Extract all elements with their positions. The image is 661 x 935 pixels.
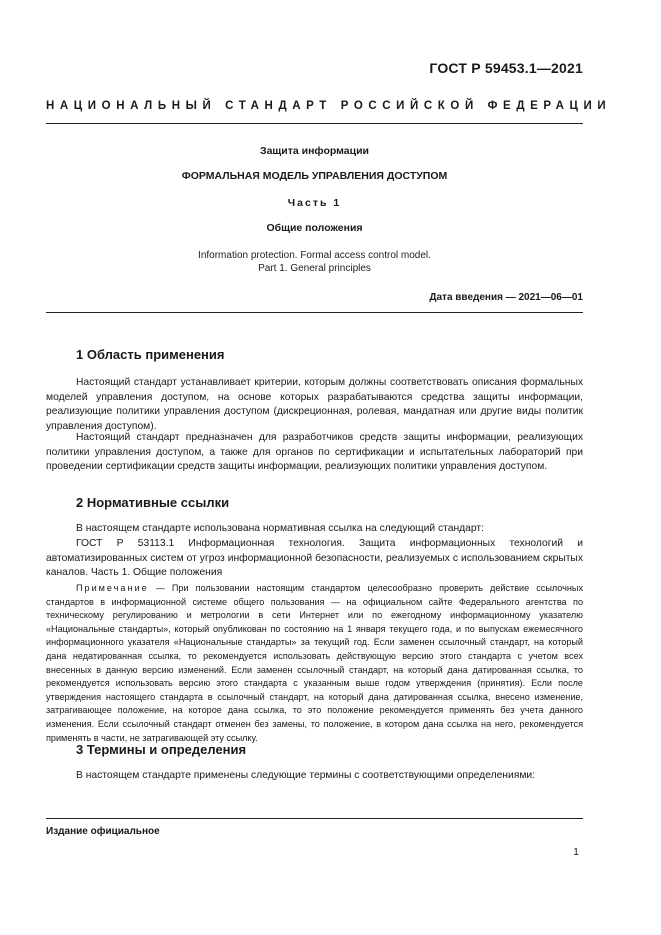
section-2-heading: 2 Нормативные ссылки bbox=[76, 495, 230, 510]
official-edition-label: Издание официальное bbox=[46, 826, 160, 837]
standard-number: ГОСТ Р 59453.1—2021 bbox=[429, 60, 583, 76]
section-2-note bbox=[46, 582, 583, 745]
section-2-paragraph-1: В настоящем стандарте использована нормативная ссылка на следующий стандарт: bbox=[76, 523, 484, 534]
section-1-paragraph-2: Настоящий стандарт предназначен для разработчиков средств защиты информации, реализующих политики управления доступом, а также для органов по сертификации и испытательных лабораторий при проведении сертификации средств защиты информации, реализующих политики управления доступом. bbox=[46, 432, 583, 472]
document-title: ФОРМАЛЬНАЯ МОДЕЛЬ УПРАВЛЕНИЯ ДОСТУПОМ bbox=[181, 170, 448, 182]
english-title-line2: Part 1. General principles bbox=[258, 263, 371, 274]
national-standard-banner: НАЦИОНАЛЬНЫЙ СТАНДАРТ РОССИЙСКОЙ ФЕДЕРАЦИИ bbox=[46, 100, 612, 112]
section-1-heading: 1 Область применения bbox=[76, 347, 225, 362]
english-title-line1: Information protection. Formal access control model. bbox=[198, 250, 431, 261]
effective-date: Дата введения — 2021—06—01 bbox=[429, 292, 583, 303]
document-part: Часть 1 bbox=[287, 197, 342, 209]
section-3-paragraph-1: В настоящем стандарте применены следующие термины с соответствующими определениями: bbox=[76, 770, 536, 781]
note-label: Примечание bbox=[76, 583, 149, 593]
section-3-heading: 3 Термины и определения bbox=[76, 742, 247, 757]
header-divider bbox=[46, 123, 583, 124]
document-subtitle: Общие положения bbox=[266, 222, 363, 234]
section-1-paragraph-1: Настоящий стандарт устанавливает критерии, которым должны соответствовать описания формальных моделей управления доступом, на основе которых разрабатываются средства защиты информации, реализующие политики управления доступом (дискреционная, ролевая, мандатная или другие виды политик управления доступом). bbox=[46, 377, 583, 432]
english-title bbox=[46, 249, 583, 275]
footer-divider bbox=[46, 818, 583, 819]
note-text: — При пользовании настоящим стандартом целесообразно проверить действие ссылочных стандартов в информационной системе общего пользования — на официальном сайте Федерального агентства по техническому регулированию и метрологии в сети Интернет или по ежегодному информационному указателю «Национальные стандарты», который опубликован по состоянию на 1 января текущего года, и по выпускам ежемесячного информационного указателя «Национальные стандарты» за текущий год. Если заменен ссылочный стандарт, на который дана недатированная ссылка, то рекомендуется использовать действующую версию этого стандарта с учетом всех внесенных в данную версию изменений. Если заменен ссылочный стандарт, на который дана датированная ссылка, то рекомендуется использовать версию этого стандарта с указанным выше годом утверждения (принятия). Если после утверждения настоящего стандарта в ссылочный стандарт, на который дана датированная ссылка, внесено изменение, затрагивающее положение, на которое дана ссылка, то это положение рекомендуется применять без учета данного изменения. Если ссылочный стандарт отменен без замены, то положение, в котором дана ссылка на него, рекомендуется применять в части, не затрагивающей эту ссылку. bbox=[46, 583, 583, 743]
document-subject: Защита информации bbox=[260, 145, 369, 157]
section-2-reference: ГОСТ Р 53113.1 Информационная технология. Защита информационных технологий и автоматизированных систем от угроз информационной безопасности, реализуемых с использованием скрытых каналов. Часть 1. Общие положения bbox=[46, 538, 583, 578]
page-number: 1 bbox=[573, 846, 579, 858]
title-divider bbox=[46, 312, 583, 313]
